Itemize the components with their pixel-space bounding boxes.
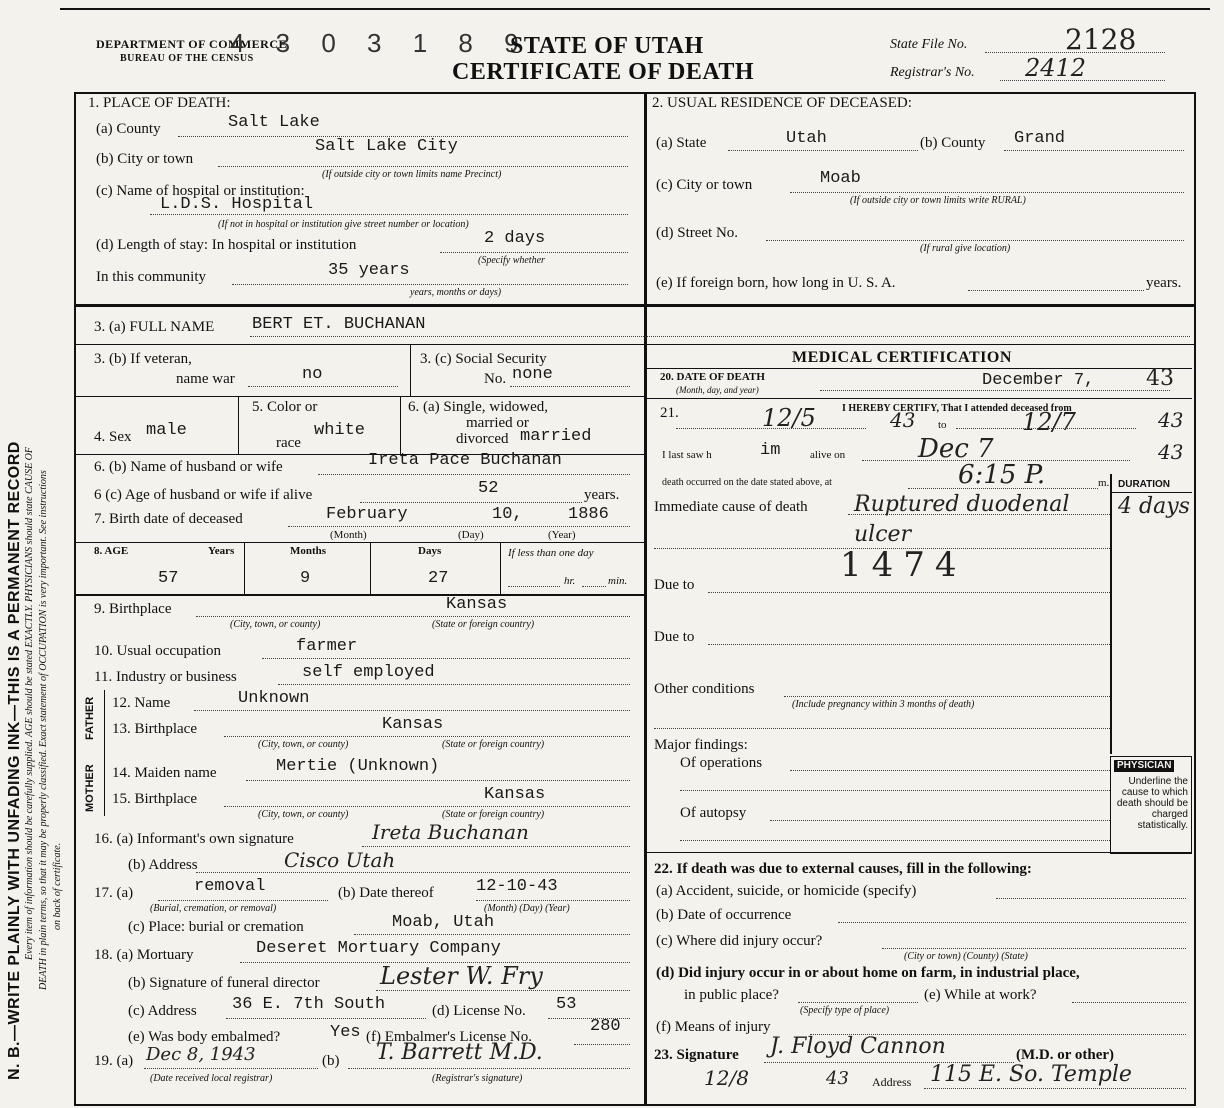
alive-label: alive on (810, 449, 846, 461)
city-line (218, 166, 628, 167)
veteran-line (248, 386, 398, 387)
certify-text: I HEREBY CERTIFY, That I attended deceased from (842, 403, 1072, 414)
where-caption: (City or town) (County) (State) (904, 951, 1028, 962)
father-bp-state-caption: (State or foreign country) (442, 739, 545, 750)
external-rule (646, 852, 1192, 853)
row-divider-age-bottom (74, 594, 644, 596)
embalmer-value: 280 (590, 1017, 621, 1036)
father-name-line (194, 710, 630, 711)
autopsy-label: Of autopsy (680, 805, 747, 821)
director-signature: Lester W. Fry (380, 962, 543, 990)
annotation-number: 1474 (840, 545, 967, 585)
age-label: 8. AGE (94, 545, 129, 557)
dod-label: 20. DATE OF DEATH (660, 371, 765, 383)
received-caption: (Date received local registrar) (150, 1073, 273, 1084)
res-city-value: Moab (820, 169, 861, 188)
immediate-label: Immediate cause of death (654, 499, 808, 515)
other-conditions-label: Other conditions (654, 681, 755, 697)
attend-from-year: 43 (890, 408, 916, 432)
home-label: (d) Did injury occur in or about home on farm, in industrial place, (656, 965, 1080, 981)
res-county-label: (b) County (920, 135, 986, 151)
full-name-label: 3. (a) FULL NAME (94, 319, 215, 335)
ssn-value: none (512, 365, 553, 384)
veteran-divider (410, 344, 411, 396)
dod-rule (646, 398, 1192, 399)
attend-to-year: 43 (1158, 408, 1184, 432)
city-value: Salt Lake City (315, 137, 458, 156)
certificate-title: CERTIFICATE OF DEATH (452, 59, 755, 85)
autopsy-line-2 (680, 840, 1110, 841)
disposal-date-value: 12-10-43 (476, 877, 558, 896)
res-street-line (766, 240, 1184, 241)
spouse-value: Ireta Pace Buchanan (368, 451, 562, 470)
birthdate-label: 7. Birth date of deceased (94, 511, 243, 527)
place-title: 1. PLACE OF DEATH: (88, 95, 231, 111)
county-label: (a) County (96, 121, 161, 137)
alive-value: Dec 7 (918, 434, 994, 464)
operations-label: Of operations (680, 755, 763, 771)
director-line (376, 990, 630, 991)
registrar-signature: T. Barrett M.D. (376, 1040, 543, 1065)
other-conditions-note: (Include pregnancy within 3 months of death) (792, 699, 975, 710)
age-years-value: 57 (158, 569, 179, 588)
md-label: (M.D. or other) (1016, 1047, 1115, 1063)
birth-year-caption: (Year) (548, 529, 576, 541)
burial-place-value: Moab, Utah (392, 913, 495, 932)
mother-bp-city-caption: (City, town, or county) (258, 809, 349, 820)
mortuary-address-label: (c) Address (128, 1003, 197, 1019)
occurrence-label: (b) Date of occurrence (656, 907, 792, 923)
alive-year: 43 (1158, 440, 1184, 464)
disposal-value: removal (194, 877, 266, 896)
embalmer-label: (f) Embalmer's License No. (366, 1029, 532, 1045)
received-value: Dec 8, 1943 (146, 1044, 256, 1065)
embalmed-label: (e) Was body embalmed? (128, 1029, 281, 1045)
father-name-label: 12. Name (112, 695, 171, 711)
other-conditions-line (784, 696, 1110, 697)
min-line (582, 586, 606, 587)
row-divider-age-top (74, 542, 644, 543)
full-name-value: BERT ET. BUCHANAN (252, 315, 426, 334)
industry-value: self employed (302, 663, 435, 682)
father-birthplace-label: 13. Birthplace (112, 721, 197, 737)
mortuary-address-value: 36 E. 7th South (232, 995, 386, 1014)
age-days-label: Days (418, 545, 442, 557)
at-work-label: (e) While at work? (924, 987, 1037, 1003)
registrar-sig-caption: (Registrar's signature) (432, 1073, 523, 1084)
community-note: years, months or days) (410, 287, 502, 298)
at-work-line (1072, 1002, 1186, 1003)
accident-line (996, 898, 1186, 899)
birthplace-city-caption: (City, town, or county) (230, 619, 321, 630)
spouse-age-suffix: years. (584, 487, 620, 503)
due-to-line (708, 592, 1110, 593)
external-label: 22. If death was due to external causes, fill in the following: (654, 861, 1032, 877)
bureau-label: BUREAU OF THE CENSUS (120, 53, 254, 64)
registrar-sig-label: (b) (322, 1053, 340, 1069)
disposal-date-caption: (Month) (Day) (Year) (484, 903, 570, 914)
hospital-note: (If not in hospital or institution give street number or location) (218, 219, 469, 230)
duration-column-rule (1110, 474, 1112, 754)
burial-place-line (354, 934, 630, 935)
birth-month-caption: (Month) (330, 529, 367, 541)
occupation-line (262, 658, 630, 659)
occupation-value: farmer (296, 637, 358, 656)
birthplace-label: 9. Birthplace (94, 601, 172, 617)
father-birthplace-line (224, 736, 630, 737)
res-city-label: (c) City or town (656, 177, 753, 193)
place-type-caption: (Specify type of place) (800, 1005, 890, 1016)
veteran-label: 3. (b) If veteran, (94, 351, 192, 367)
dod-year: 43 (1146, 366, 1174, 391)
birth-year: 1886 (568, 505, 609, 524)
age-months-label: Months (290, 545, 327, 557)
race-value: white (314, 421, 366, 440)
department-label: DEPARTMENT OF COMMERCE (96, 37, 288, 51)
mother-bp-state-caption: (State or foreign country) (442, 809, 545, 820)
major-findings-label: Major findings: (654, 737, 748, 753)
birthplace-line (196, 616, 630, 617)
occurred-label: death occurred on the date stated above, at (662, 477, 832, 488)
side-instruction-line2: Every item of information should be carefully supplied. AGE should be stated EXACTLY. PHYSICIANS should state CAUSE OF (24, 446, 35, 960)
mother-name-value: Mertie (Unknown) (276, 757, 440, 776)
state-file-value: 2128 (1065, 23, 1137, 56)
ssn-line (510, 386, 630, 387)
last-saw-value: im (760, 441, 781, 460)
stay-value: 2 days (484, 229, 546, 248)
county-value: Salt Lake (228, 113, 320, 132)
time-value: 6:15 P. (958, 460, 1046, 490)
stay-note: (Specify whether (478, 255, 545, 266)
informant-label: 16. (a) Informant's own signature (94, 831, 294, 847)
director-label: (b) Signature of funeral director (128, 975, 320, 991)
license-value: 53 (556, 995, 577, 1014)
immediate-value: Ruptured duodenal ulcer (854, 492, 1070, 547)
operations-line-2 (680, 790, 1110, 791)
side-instruction-line4: on back of certificate. (52, 842, 63, 930)
mother-name-line (246, 780, 630, 781)
registrar-value: 2412 (1025, 54, 1087, 82)
medical-title-rule (646, 368, 1192, 369)
side-instruction-main: N. B.—WRITE PLAINLY WITH UNFADING INK—THIS IS A PERMANENT RECORD (6, 441, 23, 1080)
mortuary-label: 18. (a) Mortuary (94, 947, 194, 963)
attend-from-line (676, 428, 866, 429)
birth-day: 10, (492, 505, 523, 524)
informant-line (362, 846, 630, 847)
city-note: (If outside city or town limits name Precinct) (322, 169, 502, 180)
father-name-value: Unknown (238, 689, 310, 708)
stay-label: (d) Length of stay: In hospital or institution (96, 237, 357, 253)
public-place-line (798, 1002, 918, 1003)
dod-line (820, 390, 1170, 391)
cert-number: 21. (660, 405, 679, 421)
physician-box-title: PHYSICIAN (1114, 760, 1174, 772)
ssn-label: 3. (c) Social Security (420, 351, 547, 367)
res-foreign-suffix: years. (1146, 275, 1182, 291)
duration-value: 4 days (1118, 494, 1190, 519)
age-days-value: 27 (428, 569, 449, 588)
registrar-sig-line (348, 1068, 630, 1069)
age-years-label: Years (208, 545, 235, 557)
informant-address-line (196, 872, 630, 873)
community-value: 35 years (328, 261, 410, 280)
informant-signature: Ireta Buchanan (372, 820, 529, 844)
operations-line (790, 770, 1110, 771)
birthplace-state-caption: (State or foreign country) (432, 619, 535, 630)
embalmed-value: Yes (330, 1023, 361, 1042)
veteran-sub: name war (176, 371, 235, 387)
age-months-value: 9 (300, 569, 311, 588)
medical-title: MEDICAL CERTIFICATION (792, 349, 1012, 366)
marital-label: 6. (a) Single, widowed, (408, 399, 548, 415)
burial-place-label: (c) Place: burial or cremation (128, 919, 304, 935)
public-place-label: in public place? (684, 987, 779, 1003)
res-street-label: (d) Street No. (656, 225, 739, 241)
res-foreign-line (968, 290, 1144, 291)
marital-label-3: divorced (456, 431, 509, 447)
dod-caption: (Month, day, and year) (676, 385, 759, 395)
min-label: min. (608, 575, 628, 587)
signature-address-line (924, 1088, 1186, 1089)
stay-line (440, 252, 628, 253)
row-divider-veteran (74, 396, 644, 397)
state-title: STATE OF UTAH (510, 33, 704, 59)
license-label: (d) License No. (432, 1003, 526, 1019)
center-divider (644, 92, 647, 1104)
received-line (144, 1068, 318, 1069)
sex-value: male (146, 421, 187, 440)
section-divider-2 (74, 344, 1194, 345)
disposal-date-label: (b) Date thereof (338, 885, 434, 901)
informant-address-label: (b) Address (128, 857, 198, 873)
other-conditions-line-2 (654, 728, 1110, 729)
due-to-2-line (708, 644, 1110, 645)
hospital-value: L.D.S. Hospital (160, 195, 314, 214)
signature-label: 23. Signature (654, 1047, 739, 1063)
top-border (60, 8, 1210, 10)
industry-label: 11. Industry or business (94, 669, 237, 685)
hospital-label: (c) Name of hospital or institution: (96, 183, 305, 199)
to-label: to (938, 419, 947, 431)
hr-line (508, 586, 560, 587)
occurrence-line (838, 922, 1186, 923)
section-divider-1 (74, 304, 1194, 307)
occupation-label: 10. Usual occupation (94, 643, 222, 659)
father-side-label: FATHER (84, 696, 96, 740)
age-col-2 (370, 542, 371, 594)
embalmer-line (574, 1044, 630, 1045)
res-city-line (790, 192, 1184, 193)
state-file-label: State File No. (890, 37, 968, 52)
less-day-label: If less than one day (508, 547, 594, 559)
spouse-line (318, 474, 630, 475)
disposal-label: 17. (a) (94, 885, 134, 901)
dod-value: December 7, (982, 371, 1095, 390)
where-line (882, 948, 1186, 949)
registrar-label: Registrar's No. (890, 65, 975, 80)
mortuary-address-line (226, 1018, 426, 1019)
res-county-line (1004, 150, 1184, 151)
last-saw-label: I last saw h (662, 449, 712, 461)
received-label: 19. (a) (94, 1053, 134, 1069)
duration-label: DURATION (1118, 479, 1171, 490)
signature-address-label: Address (872, 1075, 912, 1089)
sex-divider (238, 396, 239, 454)
means-label: (f) Means of injury (656, 1019, 771, 1035)
birthdate-line (288, 526, 630, 527)
due-to-2-label: Due to (654, 629, 695, 645)
ssn-sub: No. (484, 371, 507, 387)
age-col-3 (500, 542, 501, 594)
signature-date: 12/8 (704, 1066, 749, 1090)
signature-year: 43 (826, 1068, 849, 1089)
where-label: (c) Where did injury occur? (656, 933, 823, 949)
community-label: In this community (96, 269, 206, 285)
stamp-number: 4 3 0 3 1 8 9 (230, 28, 531, 58)
marital-value: married (520, 427, 592, 446)
veteran-value: no (302, 365, 323, 384)
birthplace-value: Kansas (446, 595, 508, 614)
informant-address-value: Cisco Utah (284, 848, 396, 872)
m-label: m. (1098, 477, 1110, 489)
res-state-label: (a) State (656, 135, 707, 151)
marital-label-2: married or (466, 415, 529, 431)
spouse-age-value: 52 (478, 479, 499, 498)
res-county-value: Grand (1014, 129, 1066, 148)
res-foreign-label: (e) If foreign born, how long in U. S. A. (656, 275, 896, 291)
spouse-age-label: 6 (c) Age of husband or wife if alive (94, 487, 313, 503)
hr-label: hr. (564, 575, 576, 587)
mother-birthplace-line (224, 806, 630, 807)
mother-name-label: 14. Maiden name (112, 765, 217, 781)
res-state-value: Utah (786, 129, 827, 148)
mother-side-label: MOTHER (84, 764, 96, 812)
physician-box-text: Underline the cause to which death should be charged statistically. (1116, 776, 1188, 831)
mother-birthplace-value: Kansas (484, 785, 546, 804)
attend-from: 12/5 (762, 404, 816, 432)
physician-signature: J. Floyd Cannon (770, 1034, 946, 1059)
age-col-1 (244, 542, 245, 594)
hospital-line (150, 214, 628, 215)
mother-birthplace-label: 15. Birthplace (112, 791, 197, 807)
color-label: 5. Color or (252, 399, 318, 415)
res-street-note: (If rural give location) (920, 243, 1011, 254)
sex-label: 4. Sex (94, 429, 132, 445)
res-city-note: (If outside city or town limits write RURAL) (850, 195, 1026, 206)
disposal-line (158, 900, 328, 901)
residence-title: 2. USUAL RESIDENCE OF DECEASED: (652, 95, 912, 111)
res-state-line (728, 150, 918, 151)
attend-to: 12/7 (1022, 408, 1076, 436)
accident-label: (a) Accident, suicide, or homicide (specify) (656, 883, 917, 899)
birth-day-caption: (Day) (458, 529, 484, 541)
spouse-age-line (360, 502, 582, 503)
side-instruction-line3: DEATH in plain terms, so that it may be properly classified. Exact statement of OCCUPATION is very important. See instructions (38, 470, 49, 990)
signature-address-value: 115 E. So. Temple (930, 1062, 1132, 1087)
full-name-line (250, 336, 1190, 337)
father-birthplace-value: Kansas (382, 715, 444, 734)
due-to-label: Due to (654, 577, 695, 593)
race-divider (400, 396, 401, 454)
duration-header-rule (1110, 492, 1192, 493)
race-label: race (276, 435, 301, 451)
mortuary-value: Deseret Mortuary Company (256, 939, 501, 958)
disposal-date-line (476, 900, 630, 901)
parents-bracket (104, 690, 105, 816)
industry-line (278, 684, 630, 685)
birth-month: February (326, 505, 408, 524)
spouse-label: 6. (b) Name of husband or wife (94, 459, 283, 475)
autopsy-line (770, 820, 1110, 821)
city-label: (b) City or town (96, 151, 194, 167)
disposal-caption: (Burial, cremation, or removal) (150, 903, 277, 914)
community-line (232, 284, 628, 285)
father-bp-city-caption: (City, town, or county) (258, 739, 349, 750)
